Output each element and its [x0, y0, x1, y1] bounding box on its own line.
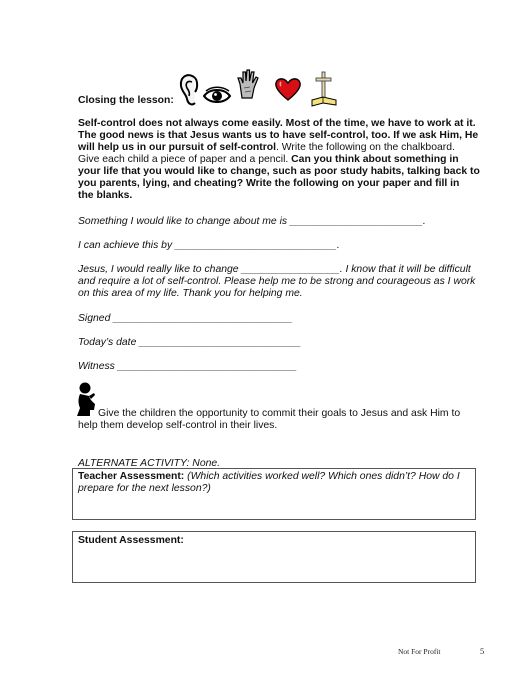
intro-line-3-rest: . Write the following on the chalkboard. — [276, 142, 455, 153]
teacher-assessment-box[interactable] — [72, 468, 476, 520]
heart-icon — [274, 76, 302, 102]
prompt-jesus-3: on this area of my life. Thank you for helping me. — [78, 288, 303, 299]
intro-line-3 — [78, 142, 455, 154]
closing-heading: Closing the lesson: — [78, 95, 174, 106]
student-assessment-box[interactable] — [72, 531, 476, 583]
prompt-jesus-1: Jesus, I would really like to change _________________. I know that it will be difficult — [78, 264, 471, 275]
intro-line-1: Self-control does not always come easily. Most of the time, we have to work at it. — [78, 118, 476, 129]
student-assessment-label: Student Assessment: — [78, 535, 184, 546]
intro-line-2: The good news is that Jesus wants us to have self-control, too. If we ask Him, He — [78, 130, 479, 141]
teacher-assessment-prompt-1: (Which activities worked well? Which ones didn’t? How do I — [184, 471, 460, 482]
intro-line-3-bold: will help us in our pursuit of self-control — [78, 142, 277, 153]
teacher-assessment-label: Teacher Assessment: — [78, 471, 185, 482]
teacher-assessment-line-1 — [78, 471, 460, 483]
teacher-assessment-prompt-2: prepare for the next lesson?) — [78, 483, 211, 494]
senses-icon-row — [178, 68, 338, 110]
alternate-activity: ALTERNATE ACTIVITY: None. — [78, 458, 221, 469]
prompt-jesus-2: and require a lot of self-control. Please help me to be strong and courageous as I work — [78, 276, 476, 287]
witness-line: Witness _______________________________ — [78, 361, 297, 372]
intro-line-7: the blanks. — [78, 190, 133, 201]
prompt-change: Something I would like to change about me is _______________________. — [78, 216, 426, 227]
intro-line-4-normal: Give each child a piece of paper and a pencil. — [78, 154, 292, 165]
prayer-line-2: help them develop self-control in their lives. — [78, 420, 278, 431]
footer-note: Not For Profit — [398, 647, 441, 656]
intro-line-4-bold: Can you think about something in — [291, 154, 459, 165]
eye-icon — [202, 86, 232, 106]
praying-child-icon — [74, 382, 98, 418]
ear-icon — [178, 72, 200, 108]
intro-line-4 — [78, 154, 459, 166]
date-line: Today’s date ____________________________ — [78, 337, 302, 348]
page-number: 5 — [480, 646, 485, 656]
prompt-achieve: I can achieve this by ____________________________. — [78, 240, 340, 251]
signed-line: Signed _______________________________ — [78, 313, 293, 324]
prayer-line-1: Give the children the opportunity to commit their goals to Jesus and ask Him to — [98, 408, 461, 419]
cross-bible-icon — [310, 70, 338, 108]
intro-line-6: you parents, lying, and cheating? Write the following on your paper and fill in — [78, 178, 460, 189]
intro-line-5: your life that you would like to change, such as poor study habits, talking back to — [78, 166, 480, 177]
hand-icon — [236, 68, 260, 100]
